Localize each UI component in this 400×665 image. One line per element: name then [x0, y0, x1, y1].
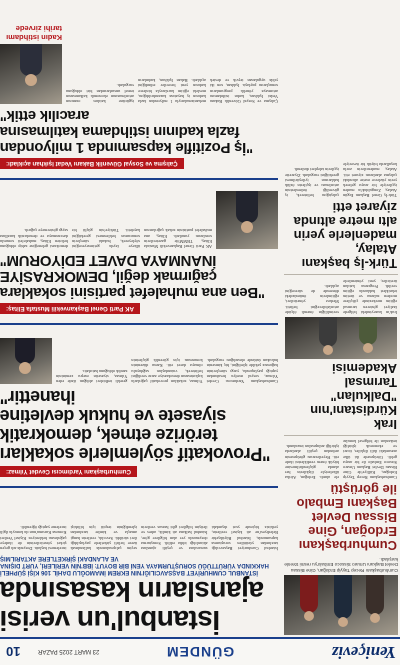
- story1-headline: Cumhurbaşkanı Erdoğan, Gine Bissau Devlet Başkanı Embalo ile görüştü: [296, 482, 397, 554]
- section2-headline: "Provokatif söylemlerle sokakları terörize etmek, demokratik siyasete ve hukuk devletine ihanettir": [0, 387, 271, 464]
- academy-photo: [285, 317, 397, 359]
- story2-headline: Irak Kürdistanı'nın "Dalkulan" Tarımsal Akademisi: [310, 360, 397, 432]
- section3-body: AK Parti Genel Başkanvekili Mustafa Elitaş, TBMM'de gazetecilerin sorularını yanıtladı. Elitaş, ana muhalefet partisinin sokak çağrılarının ülkeye fayda getirmeyeceğini söyleyerek, hukuki süreçlerin sonucunun beklenmesi gerektiğini kaydetti. Türkiye'nin güçlü bir demokrasi geleneğine sahip olduğunu belirten Elitaş, muhalefeti sorumlu davranmaya ve demokratik kurallara saygı göstermeye çağırdı.: [0, 228, 212, 249]
- section3-headline: "Ben ana muhalefet partisini sokaklara çağırmak değil, DEMOKRASİYE İNANMAYA DAVET EDİYORUM": [0, 252, 265, 301]
- story2-body: Irak'ın kuzeyindeki bölgede faaliyet gösteren tarımsal eğitim merkezinde çiftçilere modern sulama ve üretim teknikleri hakkında eğitim verildi. Programa katılan üreticiler, yeni yöntemlerle verimliliğin önemli ölçüde artırılabileceğini belirtti. Merkez yöneticileri, eğitimlerin önümüzdeki dönemde de süreceğini açıkladı.: [285, 278, 397, 315]
- page-header: [0, 637, 400, 665]
- section3-tag: AK Parti Genel Başkanvekili Mustafa Elitaş:: [0, 303, 140, 314]
- left-column: [282, 0, 400, 637]
- section4-body: Çalışma ve Sosyal Güvenlik Bakanı Vedat Işıkhan, kadın istihdamını artırmaya yönelik programların sonuçlarını paylaştı. Işıkhan, son iki yılda uygulanan teşvik ve destek mekanizmalarıyla 1 milyondan fazla kadının iş hayatına kazandırıldığını, mesleki eğitim kurslarıyla binlerce kadının yeni beceriler edindiğini açıkladı. Bakan Işıkhan, kadınların işgücüne katılım oranının artırılmasının ekonomik kalkınmanın temel unsurlarından biri olduğunu vurguladı.: [66, 78, 278, 104]
- main-headline: İstanbul'un verisi ajansların kasasında: [0, 576, 264, 636]
- story1-body: Cumhurbaşkanı Recep Tayyip Erdoğan, Külliye'de Gine Bissau Devlet Başkanı Umaro Sissoco Embalo ile bir araya geldi. Görüşmede iki ülke arasındaki ikili ilişkiler, ticari ve ekonomik işbirliği imkanları ile bölgesel konular ele alındı. Erdoğan, Afrika ülkeleriyle ilişkilerin her alanda güçlendirilmesine büyük önem verdiklerini ifade etti. Heyetlerarası görüşmenin ardından çeşitli alanlarda işbirliği anlaşmaları imzalandı.: [285, 439, 397, 481]
- page-number: 10: [6, 644, 21, 659]
- elitas-portrait-wrap: [216, 183, 278, 249]
- section4-tag: Çalışma ve Sosyal Güvenlik Bakanı Vedat Işıkhan açıkladı:: [0, 158, 184, 169]
- section-title: GÜNDEM: [165, 644, 235, 660]
- elitas-portrait: [216, 191, 278, 249]
- isikhan-portrait-wrap: [0, 0, 62, 104]
- section4-headline: "İş Pozitifle kapsamında 1 milyondan fazla kadının istihdama katılmasına aracılık ettik": [0, 107, 254, 156]
- newspaper-logo: Yeniçeviz: [331, 643, 396, 662]
- yilmaz-portrait-wrap: [0, 328, 52, 384]
- section2-body: Cumhurbaşkanı Yardımcısı Cevdet Yılmaz, sosyal medya hesabından yaptığı paylaşımda, yargı süreçlerinin bağımsız şekilde işlediğini, hiç kimsenin hukukun üstünde olmadığını vurguladı. Yılmaz, sokakları provokatif çağrılarla kışkırtmanın demokrasiye zarar verdiğini belirterek, vatandaşları sağduyulu olmaya davet etti. Kamu düzeninin korunması için güvenlik güçlerinin gerekli tedbirleri aldığını ifade eden Yılmaz, siyasetin meşru zemininin sandık olduğunu hatırlattı.: [56, 358, 278, 384]
- erdogan-embalo-photo: [284, 575, 398, 635]
- main-subhead: İSTANBUL CUMHURİYET BAŞSAVCILIĞI'NIN EKREM İMAMOĞLU DAHİL 106 KİŞİ ŞÜPHELİ HAKKINDA YÜRÜTTÜĞÜ SORUŞTURMAYA YENİ BİR BOYUT: İBB'NİN VERİLERİ, YURT DIŞINA VE ALANDAKİ ŞİRKETLERE AKTARILMIŞ: [0, 555, 269, 575]
- main-body: İstanbul Cumhuriyet Başsavcılığı tarafından yürütülen soruşturma kapsamında, İstanbul Büyükşehir Belediyesi'ne ait kişisel verilerin, yetkisiz biçimde yurt dışındaki sunuculara ve çeşitli ajanslara aktarıldığı iddia edildi. Soruşturma dosyasında yer alan bilgilere göre, İstanbul halkına ait kimlik, adres ve iletişim bilgileri gibi hassas verilerin seçim çalışmalarında kullanılmak üzere belirli şirketlerle paylaşıldığı ileri sürüldü. Savcılık, verilerin hangi amaçla ve kimler tarafından işlendiğinin tespiti için bilirkişi incelemesi başlattı. Dosyada adı geçen şirket yöneticilerinin de ifadeye çağrılması bekleniyor. Kişisel Verileri Koruma Kurumu'nun da konuyla ilgili inceleme yaptığı öğrenildi.: [0, 525, 278, 551]
- story3-body: Türk-İş Genel Başkanı Ergün Atalay, Zonguldak'ta maden işçileriyle bir araya gelerek yerin yüzlerce metre altındaki çalışma alanlarını ziyaret etti. Atalay, madencilerin zorlu koşullarda büyük bir özveriyle çalıştığını belirterek, iş güvenliği önlemlerinin artırılması ve işçilerin özlük haklarının iyileştirilmesi gerektiğini vurguladı. Ziyarette işçilerin talepleri dinlendi.: [285, 162, 397, 199]
- isikhan-portrait: [0, 44, 62, 104]
- issue-date: 23 MART 2025 PAZAR: [38, 648, 100, 654]
- yilmaz-portrait: [0, 338, 52, 384]
- pull-quote: Kadın istihdamı tarihi zirvede: [6, 24, 62, 42]
- story3-headline: Türk-İş başkanı Atalay, madenlerle yerin altı metre altında ziyaret etti: [293, 200, 397, 272]
- photo-caption: Cumhurbaşkanı Recep Tayyip Erdoğan, Gine Bissau Devlet Başkanı Umaro Sissoco Embalo'yu resmi törenle karşıladı.: [284, 557, 398, 573]
- section2-tag: Cumhurbaşkanı Yardımcısı Cevdet Yılmaz:: [0, 466, 137, 477]
